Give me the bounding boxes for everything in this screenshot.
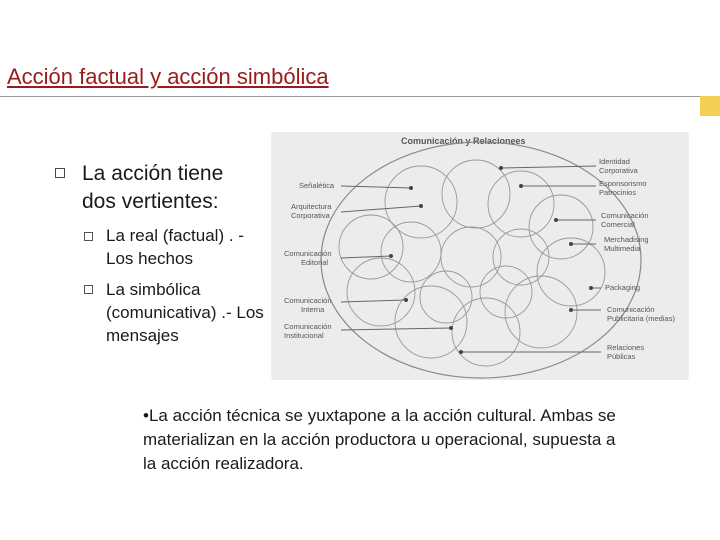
communication-diagram-photo xyxy=(271,132,689,380)
label-identidad: Identidad xyxy=(599,157,630,166)
label-identidad-2: Corporativa xyxy=(599,166,638,175)
label-arquitectura: Arquitectura xyxy=(291,202,332,211)
sub-bullet-checkbox-icon xyxy=(84,232,93,241)
diagram-title: Comunicación y Relacionees xyxy=(401,136,526,146)
label-com-publicitaria: Comunicación xyxy=(607,305,655,314)
label-com-comercial-2: Comercial xyxy=(601,220,635,229)
label-com-editorial-2: Editorial xyxy=(301,258,329,267)
slide-title: Acción factual y acción simbólica xyxy=(7,64,329,89)
label-relaciones-2: Públicas xyxy=(607,352,636,361)
label-esponsorismo: Esponsorismo xyxy=(599,179,647,188)
sub-bullet-factual: La real (factual) . - Los hechos xyxy=(106,226,244,268)
label-com-interna-2: Interna xyxy=(301,305,325,314)
title-divider xyxy=(0,96,700,97)
label-relaciones: Relaciones xyxy=(607,343,645,352)
label-esponsorismo-2: Patrocinios xyxy=(599,188,637,197)
label-arquitectura-2: Corporativa xyxy=(291,211,330,220)
label-com-comercial: Comunicación xyxy=(601,211,649,220)
label-com-institucional: Comunicación xyxy=(284,322,332,331)
sub-bullet-simbolica: La simbólica (comunicativa) .- Los mensajes xyxy=(106,280,264,345)
label-com-publicitaria-2: Publicitaria (medias) xyxy=(607,314,675,323)
main-bullet-text: La acción tiene dos vertientes: xyxy=(82,162,224,213)
footnote-text: •La acción técnica se yuxtapone a la acción cultural. Ambas se materializan en la acción productora u operacional, supuesta a la acción realizadora. xyxy=(143,406,616,473)
label-com-editorial: Comunicación xyxy=(284,249,332,258)
bullet-square-icon xyxy=(55,168,65,178)
label-com-institucional-2: Institucional xyxy=(284,331,324,340)
label-merchadising-2: Multimedia xyxy=(604,244,641,253)
label-packaging: Packaging xyxy=(605,283,641,292)
label-senaletica: Señalética xyxy=(299,181,335,190)
label-com-interna: Comunicación xyxy=(284,296,332,305)
accent-square xyxy=(700,96,720,116)
label-merchadising: Merchadising xyxy=(604,235,649,244)
sub-bullet-checkbox-icon xyxy=(84,285,93,294)
